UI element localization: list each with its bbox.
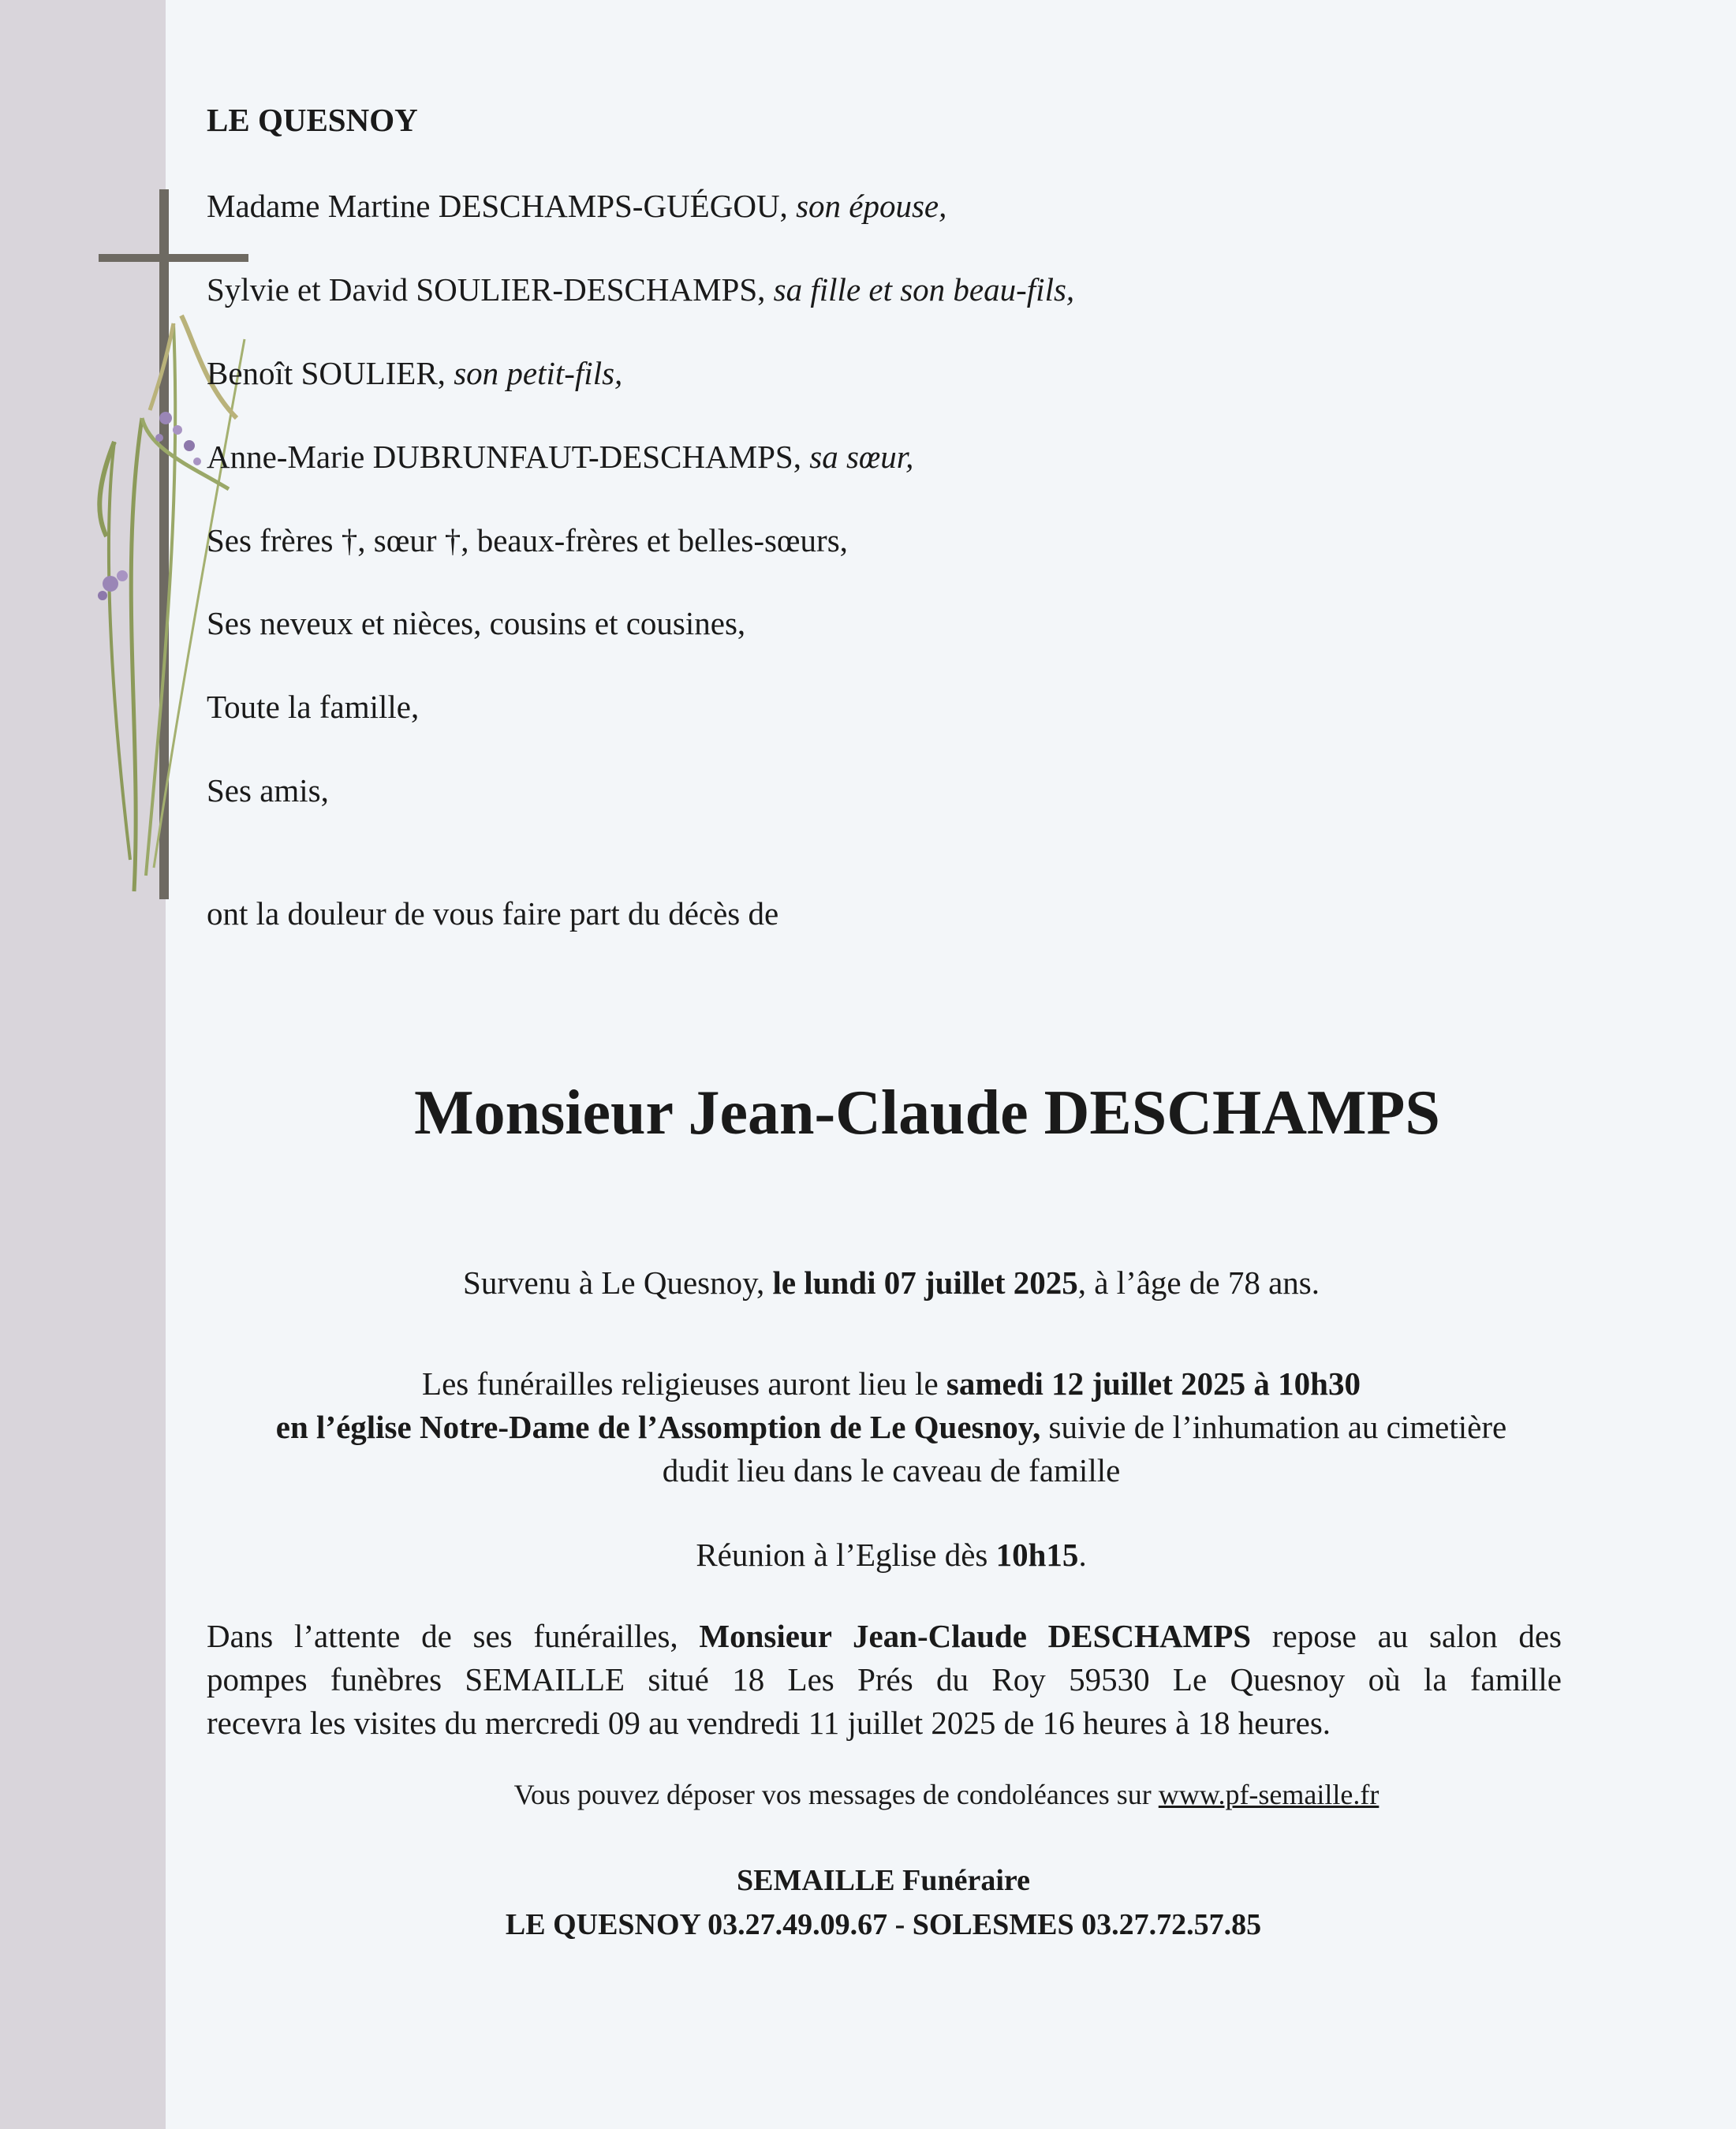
announcement-text: ont la douleur de vous faire part du décès de [207,895,779,932]
flower-icon [103,576,118,592]
family-line: Anne-Marie DUBRUNFAUT-DESCHAMPS, sa sœur, [207,439,914,475]
company-name: SEMAILLE Funéraire [737,1864,1030,1897]
visit-line-1: Dans l’attente de ses funérailles, Monsieur Jean-Claude DESCHAMPS repose au salon des [207,1618,1562,1654]
family-line: Ses frères †, sœur †, beaux-frères et belles-sœurs, [207,522,848,558]
cross-icon [159,189,169,899]
family-line: Ses neveux et nièces, cousins et cousines, [207,605,746,641]
family-line: Toute la famille, [207,689,420,725]
condolences-link[interactable]: www.pf-semaille.fr [1158,1779,1379,1810]
funeral-line-2: en l’église Notre-Dame de l’Assomption de Le Quesnoy, suivie de l’inhumation au cimetière [275,1409,1507,1445]
family-line: Sylvie et David SOULIER-DESCHAMPS, sa fille et son beau-fils, [207,271,1075,308]
visit-line-2: pompes funèbres SEMAILLE situé 18 Les Prés du Roy 59530 Le Quesnoy où la famille [207,1661,1562,1698]
family-line: Ses amis, [207,772,329,809]
visit-line-3: recevra les visites du mercredi 09 au vendredi 11 juillet 2025 de 16 heures à 18 heures. [207,1705,1331,1741]
family-line: Benoît SOULIER, son petit-fils, [207,355,623,391]
funeral-line-1: Les funérailles religieuses auront lieu le samedi 12 juillet 2025 à 10h30 [422,1365,1361,1402]
company-phones: LE QUESNOY 03.27.49.09.67 - SOLESMES 03.27.72.57.85 [505,1908,1262,1941]
deceased-name: Monsieur Jean-Claude DESCHAMPS [414,1078,1440,1148]
town-heading: LE QUESNOY [207,102,418,138]
death-info: Survenu à Le Quesnoy, le lundi 07 juillet 2025, à l’âge de 78 ans. [463,1264,1320,1301]
funeral-line-3: dudit lieu dans le caveau de famille [662,1452,1121,1488]
meeting-info: Réunion à l’Eglise dès 10h15. [696,1537,1087,1573]
family-line: Madame Martine DESCHAMPS-GUÉGOU, son épouse, [207,188,947,224]
condolences-note: Vous pouvez déposer vos messages de condoléances sur www.pf-semaille.fr [513,1779,1379,1810]
